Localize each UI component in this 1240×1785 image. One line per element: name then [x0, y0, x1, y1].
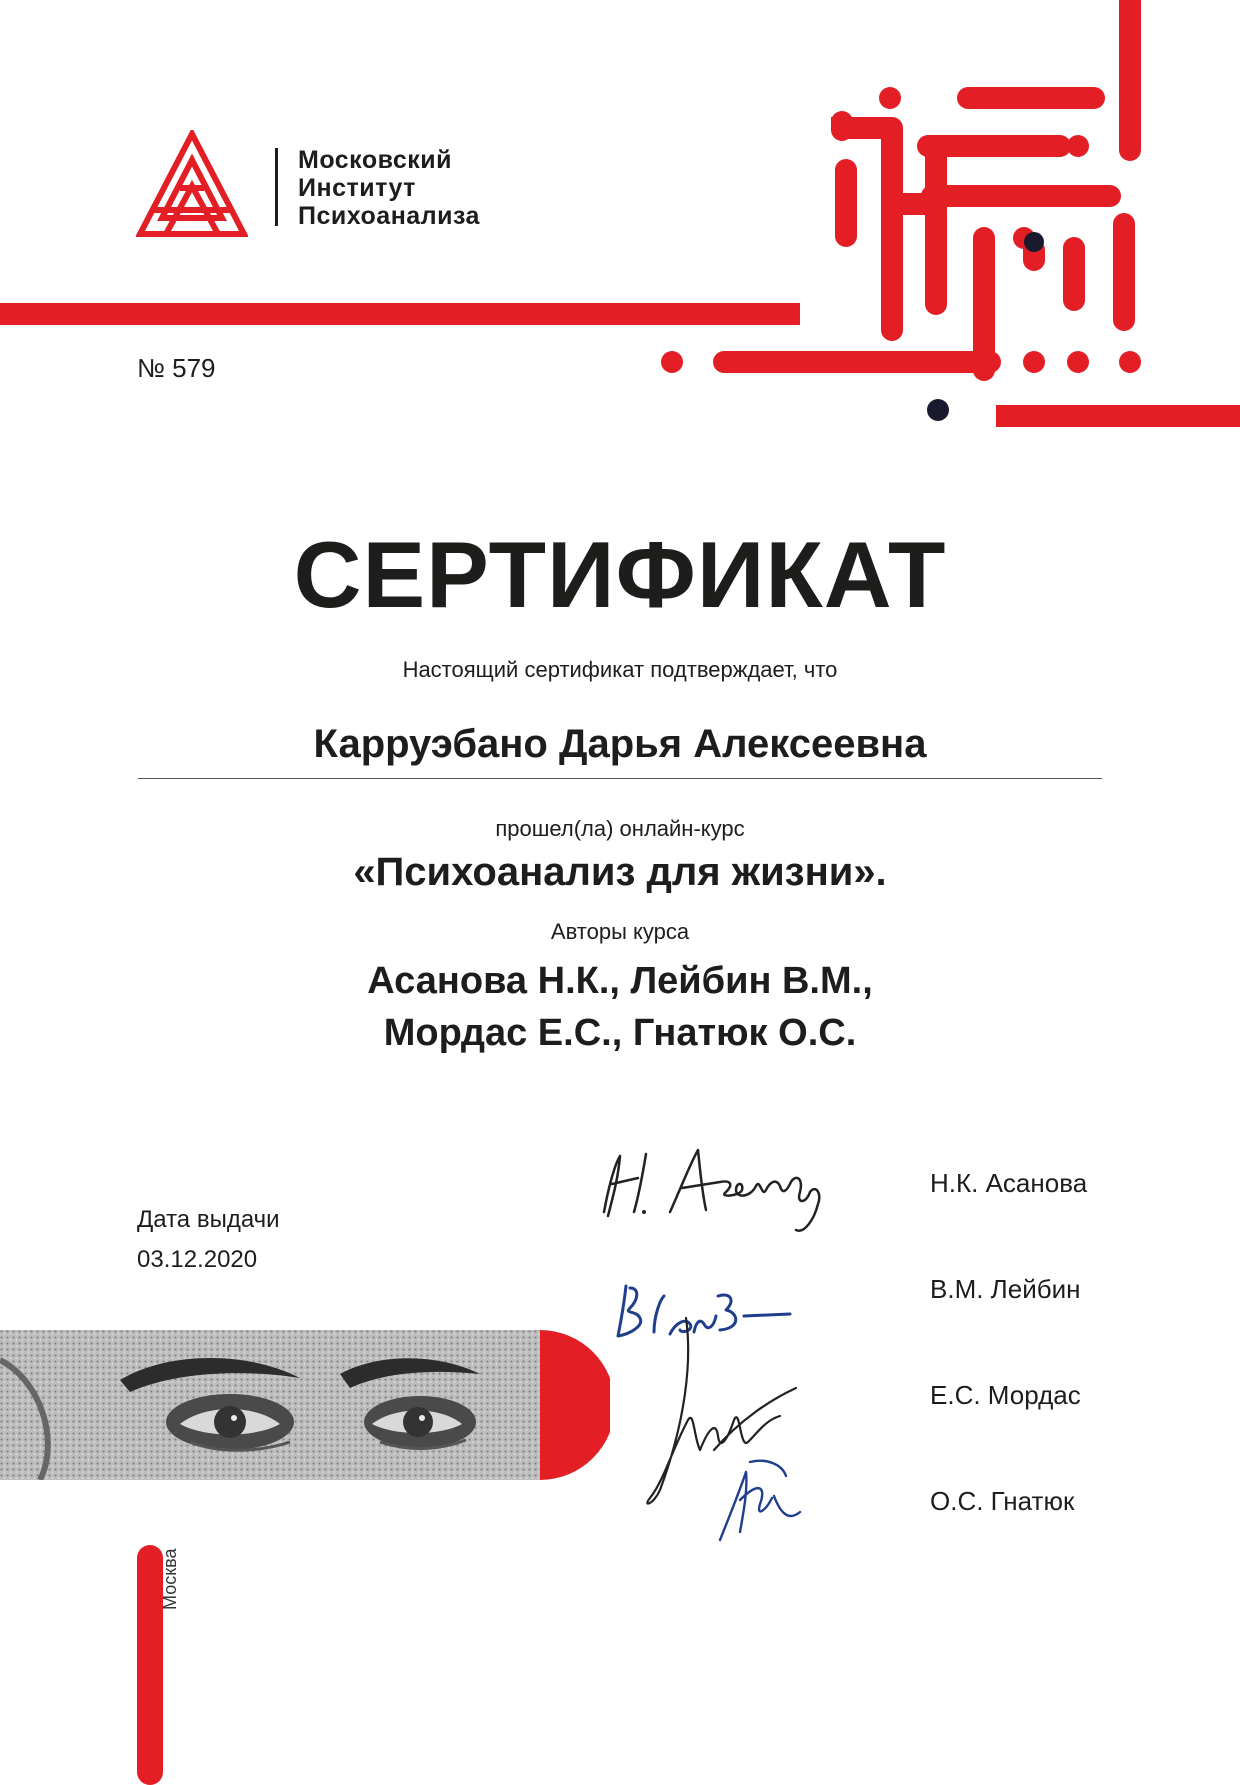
certificate-number: № 579: [137, 353, 216, 383]
course-title: «Психоанализ для жизни».: [353, 850, 887, 894]
institute-name-line: Институт: [298, 174, 416, 202]
recipient-name: Карруэбано Дарья Алексеевна: [313, 722, 927, 766]
institute-name-line: Психоанализа: [298, 202, 480, 230]
passed-course-text: прошел(ла) онлайн-курс: [495, 816, 745, 841]
authors-label: Авторы курса: [550, 919, 690, 944]
authors-line: Мордас Е.С., Гнатюк О.С.: [383, 1012, 857, 1054]
name-underline: [138, 778, 1102, 779]
issue-date-label: Дата выдачи: [137, 1206, 280, 1233]
issue-date: 03.12.2020: [137, 1246, 258, 1273]
institute-name-line: Московский: [298, 146, 453, 174]
signer-name: Е.С. Мордас: [930, 1380, 1081, 1410]
city-label: Москва: [160, 1548, 180, 1610]
signer-name: Н.К. Асанова: [930, 1168, 1088, 1198]
eyes-image: [0, 1330, 610, 1480]
authors-line: Асанова Н.К., Лейбин В.М.,: [367, 960, 873, 1002]
signer-name: О.С. Гнатюк: [930, 1486, 1075, 1516]
signer-name: В.М. Лейбин: [930, 1274, 1081, 1304]
confirm-text: Настоящий сертификат подтверждает, что: [402, 657, 838, 682]
certificate-title: СЕРТИФИКАТ: [293, 522, 947, 627]
signatures-image: [590, 1120, 910, 1580]
